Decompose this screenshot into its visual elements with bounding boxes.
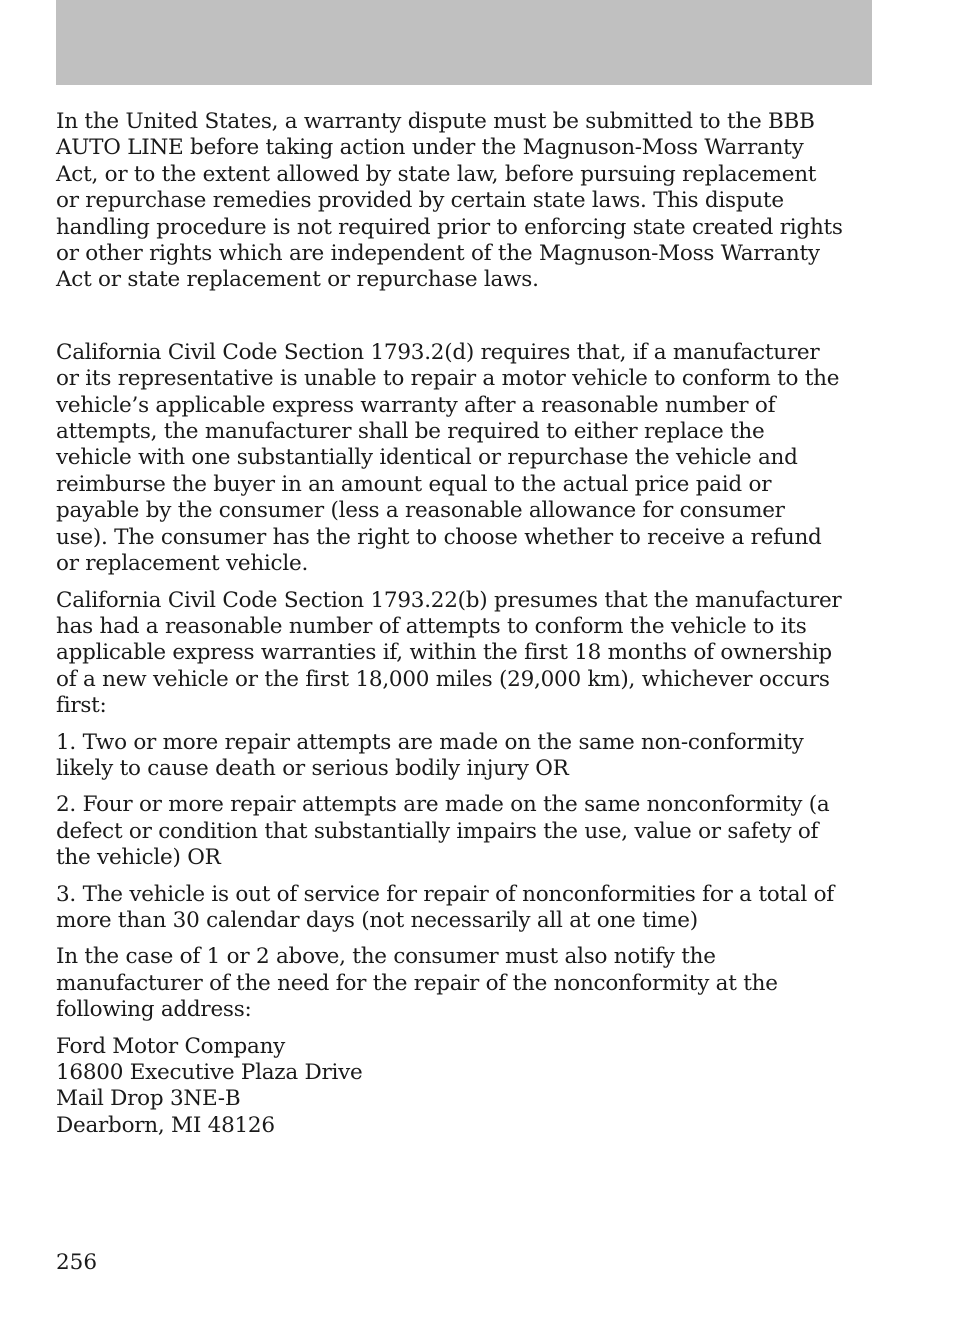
paragraph-bbb-auto-line: In the United States, a warranty dispute must be submitted to the BBB AUTO LINE before taking action under the Magnuson-Moss Warranty Act, or to the extent allowed by state law, before pursuing replacement or repurchase remedies provided by certain state laws. This dispute handling procedure is not required prior to enforcing state created rights or other rights which are independent of the Magnuson-Moss Warranty Act or state replacement or repurchase laws. [56, 109, 843, 293]
address-block [56, 1034, 876, 1140]
page-number: 256 [56, 1250, 98, 1275]
address-line-3: Mail Drop 3NE-B [56, 1086, 241, 1112]
address-line-1: Ford Motor Company [56, 1033, 286, 1059]
address-line-2: 16800 Executive Plaza Drive [56, 1060, 363, 1085]
list-item-3: 3. The vehicle is out of service for repair of nonconformities for a total of more than 30 calendar days (not necessarily all at one time) [56, 881, 834, 933]
page-content [56, 109, 876, 1139]
list-item-2: 2. Four or more repair attempts are made on the same nonconformity (a defect or condition that substantially impairs the use, value or safety of the vehicle) OR [56, 792, 830, 871]
header-band [56, 0, 872, 85]
paragraph-california-1793-2d: California Civil Code Section 1793.2(d) requires that, if a manufacturer or its representative is unable to repair a motor vehicle to conform to the vehicle’s applicable express warranty after a reasonable number of attempts, the manufacturer shall be required to either replace the vehicle with one substantially identical or repurchase the vehicle and reimburse the buyer in an amount equal to the actual price paid or payable by the consumer (less a reasonable allowance for consumer use). The consumer has the right to choose whether to receive a refund or replacement vehicle. [56, 339, 840, 577]
paragraph-california-1793-22b: California Civil Code Section 1793.22(b) presumes that the manufacturer has had a reasonable number of attempts to conform the vehicle to its applicable express warranties if, within the first 18 months of ownership of a new vehicle or the first 18,000 miles (29,000 km), whichever occurs first: [56, 587, 842, 719]
list-item-1: 1. Two or more repair attempts are made on the same non-conformity likely to cause death or serious bodily injury OR [56, 729, 804, 781]
address-line-4: Dearborn, MI 48126 [56, 1112, 275, 1138]
paragraph-notify-manufacturer: In the case of 1 or 2 above, the consumer must also notify the manufacturer of the need for the repair of the nonconformity at the following address: [56, 944, 778, 1023]
